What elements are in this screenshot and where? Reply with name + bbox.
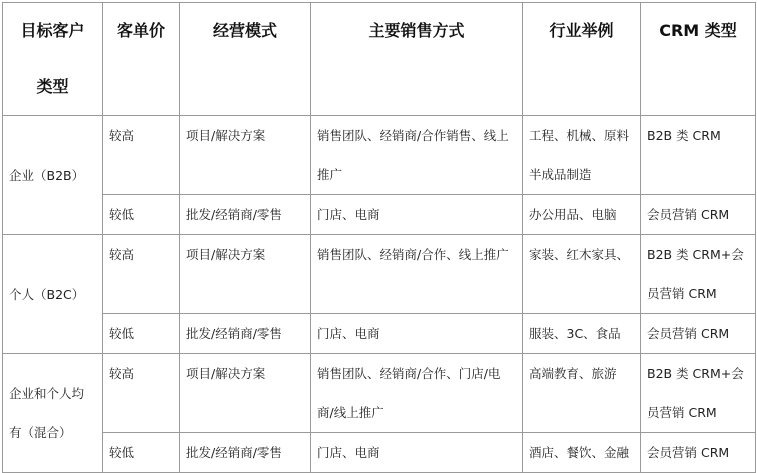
table-row	[3, 433, 756, 473]
industry-cell: 酒店、餐饮、金融	[523, 433, 641, 473]
header-target-customer: 目标客户类型	[3, 3, 103, 116]
category-cell: 企业和个人均有（混合）	[3, 354, 103, 473]
table-header-row	[3, 3, 756, 116]
model-cell: 批发/经销商/零售	[180, 433, 311, 473]
header-crm-type: CRM 类型	[641, 3, 756, 116]
model-cell: 批发/经销商/零售	[180, 314, 311, 354]
category-cell: 企业（B2B）	[3, 116, 103, 235]
header-industry-example: 行业举例	[523, 3, 641, 116]
table-row	[3, 195, 756, 235]
header-sales-method: 主要销售方式	[311, 3, 523, 116]
model-cell: 项目/解决方案	[180, 354, 311, 433]
industry-cell: 办公用品、电脑	[523, 195, 641, 235]
crm-type-cell: B2B 类 CRM+会员营销 CRM	[641, 235, 756, 314]
industry-cell: 服装、3C、食品	[523, 314, 641, 354]
model-cell: 项目/解决方案	[180, 116, 311, 195]
industry-cell: 工程、机械、原料半成品制造	[523, 116, 641, 195]
sales-cell: 门店、电商	[311, 314, 523, 354]
sales-cell: 门店、电商	[311, 195, 523, 235]
crm-type-cell: B2B 类 CRM+会员营销 CRM	[641, 354, 756, 433]
sales-cell: 销售团队、经销商/合作、门店/电商/线上推广	[311, 354, 523, 433]
crm-type-cell: B2B 类 CRM	[641, 116, 756, 195]
price-cell: 较高	[103, 235, 180, 314]
crm-type-cell: 会员营销 CRM	[641, 433, 756, 473]
price-cell: 较低	[103, 433, 180, 473]
sales-cell: 门店、电商	[311, 433, 523, 473]
header-unit-price: 客单价	[103, 3, 180, 116]
sales-cell: 销售团队、经销商/合作、线上推广	[311, 235, 523, 314]
industry-cell: 家装、红木家具、	[523, 235, 641, 314]
table-row	[3, 314, 756, 354]
crm-type-cell: 会员营销 CRM	[641, 195, 756, 235]
price-cell: 较高	[103, 354, 180, 433]
model-cell: 项目/解决方案	[180, 235, 311, 314]
price-cell: 较低	[103, 314, 180, 354]
crm-type-cell: 会员营销 CRM	[641, 314, 756, 354]
price-cell: 较高	[103, 116, 180, 195]
table-row	[3, 235, 756, 314]
price-cell: 较低	[103, 195, 180, 235]
crm-comparison-table	[2, 2, 756, 473]
table-row	[3, 116, 756, 195]
header-business-model: 经营模式	[180, 3, 311, 116]
sales-cell: 销售团队、经销商/合作销售、线上推广	[311, 116, 523, 195]
table-row	[3, 354, 756, 433]
model-cell: 批发/经销商/零售	[180, 195, 311, 235]
category-cell: 个人（B2C）	[3, 235, 103, 354]
industry-cell: 高端教育、旅游	[523, 354, 641, 433]
